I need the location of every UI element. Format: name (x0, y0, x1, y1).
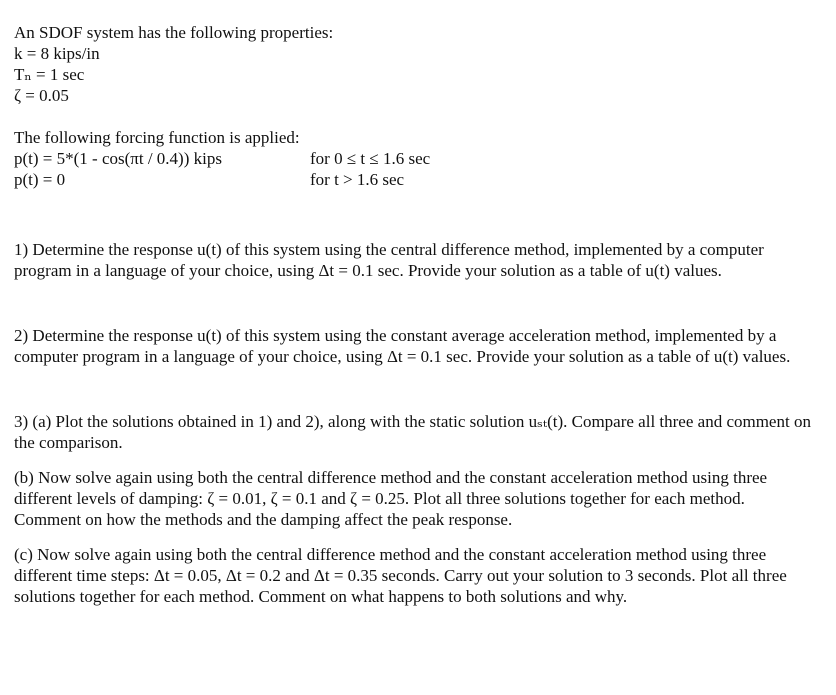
question-3c: (c) Now solve again using both the central difference method and the constant acceleration method using three different time steps: Δt = 0.05, Δt = 0.2 and Δt = 0.35 seconds. Carry out your solution to 3 seconds. Plot all three solutions together for each method. Comment on what happens to both solutions and why. (14, 545, 787, 606)
question-2: 2) Determine the response u(t) of this system using the constant average acceleration method, implemented by a computer program in a language of your choice, using Δt = 0.1 sec. Provide your solution as a table of u(t) values. (14, 326, 791, 366)
forcing-expression-2: p(t) = 0 (14, 170, 66, 189)
stiffness-property: k = 8 kips/in (14, 44, 100, 63)
question-3a: 3) (a) Plot the solutions obtained in 1) and 2), along with the static solution uₛₜ(t). Compare all three and comment on the comparison. (14, 412, 811, 452)
natural-period-property: Tₙ = 1 sec (14, 65, 85, 84)
forcing-heading: The following forcing function is applied: (14, 128, 300, 147)
forcing-condition-2: for t > 1.6 sec (310, 170, 405, 189)
problem-document (14, 22, 814, 607)
intro-text: An SDOF system has the following properties: (14, 23, 334, 42)
forcing-row-2 (14, 169, 814, 190)
question-1: 1) Determine the response u(t) of this system using the central difference method, implemented by a computer program in a language of your choice, using Δt = 0.1 sec. Provide your solution as a table of u(t) values. (14, 240, 764, 280)
forcing-expression-1: p(t) = 5*(1 - cos(πt / 0.4)) kips (14, 149, 222, 168)
forcing-condition-1: for 0 ≤ t ≤ 1.6 sec (310, 149, 431, 168)
damping-ratio-property: ζ = 0.05 (14, 86, 69, 105)
question-3b: (b) Now solve again using both the central difference method and the constant acceleration method using three different levels of damping: ζ = 0.01, ζ = 0.1 and ζ = 0.25. Plot all three solutions together for each method. Comment on how the methods and the damping affect the peak response. (14, 468, 768, 529)
forcing-row-1 (14, 148, 814, 169)
